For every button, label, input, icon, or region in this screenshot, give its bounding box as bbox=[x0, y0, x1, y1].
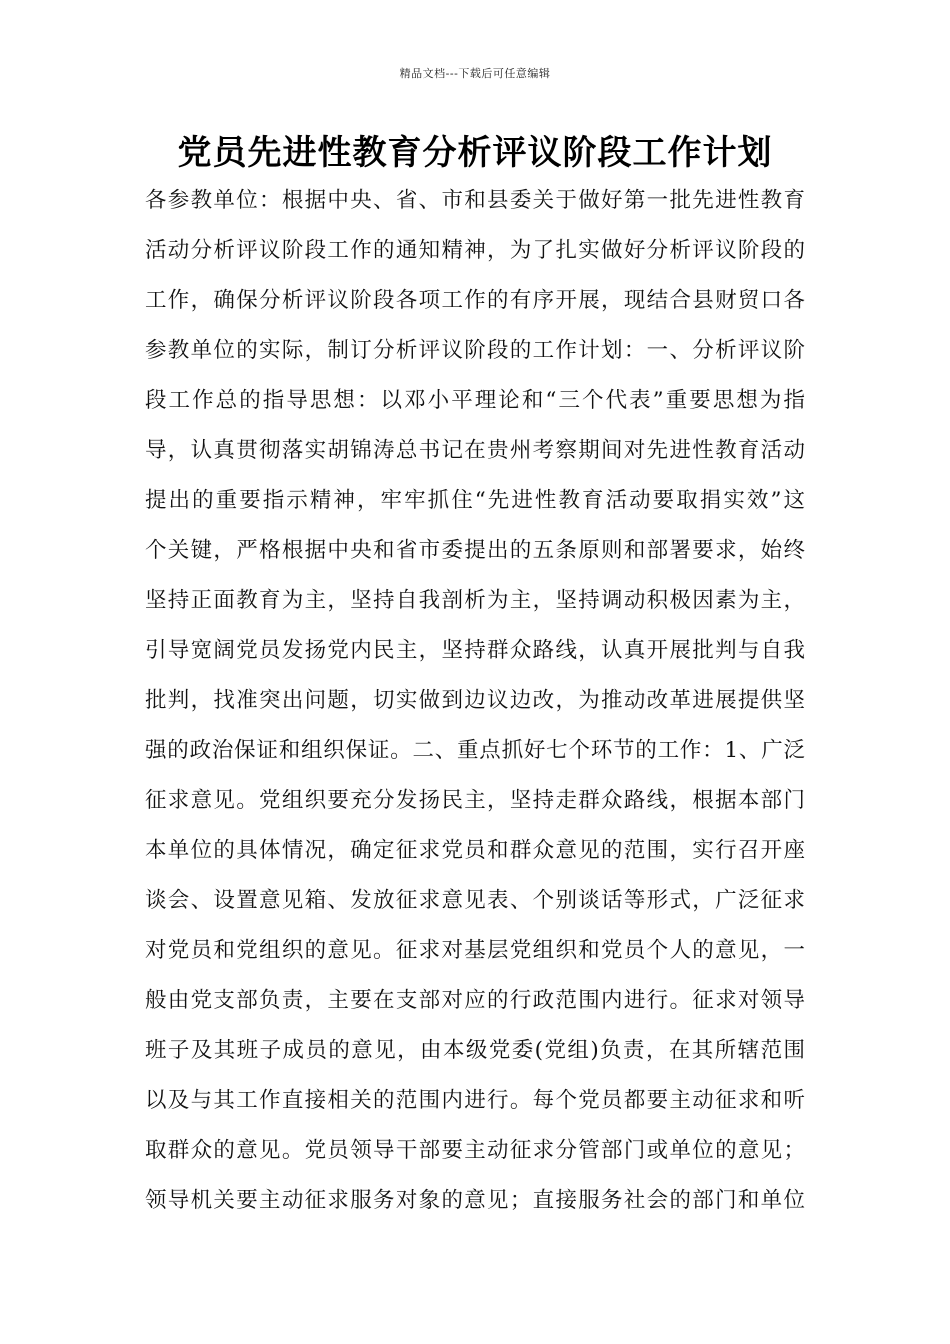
body-line: 对党员和党组织的意见。征求对基层党组织和党员个人的意见，一 bbox=[145, 938, 805, 963]
body-line: 工作，确保分析评议阶段各项工作的有序开展，现结合县财贸口各 bbox=[145, 288, 805, 313]
body-line: 以及与其工作直接相关的范围内进行。每个党员都要主动征求和听 bbox=[145, 1088, 805, 1113]
body-line: 活动分析评议阶段工作的通知精神，为了扎实做好分析评议阶段的 bbox=[145, 238, 805, 263]
header-note: 精品文档---下载后可任意编辑 bbox=[399, 67, 551, 80]
body-line: 个关键，严格根据中央和省市委提出的五条原则和部署要求，始终 bbox=[145, 538, 805, 563]
body-line: 本单位的具体情况，确定征求党员和群众意见的范围，实行召开座 bbox=[145, 838, 805, 863]
body-line: 各参教单位：根据中央、省、市和县委关于做好第一批先进性教育 bbox=[145, 188, 805, 213]
body-line: 参教单位的实际，制订分析评议阶段的工作计划：一、分析评议阶 bbox=[145, 338, 805, 363]
body-line: 领导机关要主动征求服务对象的意见；直接服务社会的部门和单位 bbox=[145, 1188, 805, 1213]
body-line: 般由党支部负责，主要在支部对应的行政范围内进行。征求对领导 bbox=[145, 988, 805, 1013]
document-body bbox=[145, 176, 805, 1226]
body-line: 批判，找准突出问题，切实做到边议边改，为推动改革进展提供坚 bbox=[145, 688, 805, 713]
body-line: 提出的重要指示精神，牢牢抓住“先进性教育活动要取捐实效”这 bbox=[145, 488, 805, 513]
body-line: 取群众的意见。党员领导干部要主动征求分管部门或单位的意见； bbox=[145, 1138, 805, 1163]
document-title: 党员先进性教育分析评议阶段工作计划 bbox=[177, 133, 773, 173]
body-line: 征求意见。党组织要充分发扬民主，坚持走群众路线，根据本部门 bbox=[145, 788, 805, 813]
body-line: 段工作总的指导思想：以邓小平理论和“三个代表”重要思想为指 bbox=[145, 388, 805, 413]
body-line: 导，认真贯彻落实胡锦涛总书记在贵州考察期间对先进性教育活动 bbox=[145, 438, 805, 463]
body-line: 班子及其班子成员的意见，由本级党委(党组)负责，在其所辖范围 bbox=[145, 1038, 805, 1063]
body-line: 谈会、设置意见箱、发放征求意见表、个别谈话等形式，广泛征求 bbox=[145, 888, 805, 913]
body-line: 引导宽阔党员发扬党内民主，坚持群众路线，认真开展批判与自我 bbox=[145, 638, 805, 663]
body-line: 强的政治保证和组织保证。二、重点抓好七个环节的工作：1、广泛 bbox=[145, 738, 805, 763]
body-line: 坚持正面教育为主，坚持自我剖析为主，坚持调动积极因素为主， bbox=[145, 588, 805, 613]
